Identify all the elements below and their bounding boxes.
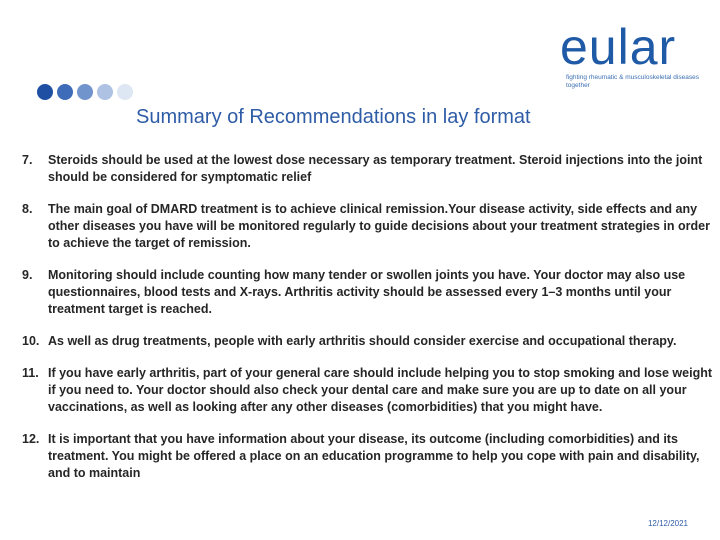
dot-4 [97, 84, 113, 100]
dot-5 [117, 84, 133, 100]
dot-1 [37, 84, 53, 100]
item-text: If you have early arthritis, part of your general care should include helping you to stop smoking and lose weight if you need to. Your doctor should also check your dental care and make sure you are up to date on all your vaccinations, as well as looking after any other diseases (comorbidities) that you might have. [48, 366, 713, 414]
item-number: 8. [22, 202, 33, 216]
list-item [22, 431, 712, 482]
logo-wordmark: eular [560, 19, 677, 75]
logo-tagline: fighting rheumatic & musculoskeletal diseases together [566, 74, 699, 89]
item-number: 11. [22, 366, 39, 380]
list-item [22, 152, 712, 186]
decorative-dots [37, 84, 133, 100]
list-item [22, 365, 712, 416]
item-text: As well as drug treatments, people with early arthritis should consider exercise and occupational therapy. [48, 334, 677, 348]
divider [22, 136, 712, 137]
item-text: It is important that you have information about your disease, its outcome (including comorbidities) and its treatment. You might be offered a place on an education programme to help you cope with pain and disability, and to maintain [48, 432, 700, 480]
item-number: 12. [22, 432, 40, 446]
dot-3 [77, 84, 93, 100]
slide-date: 12/12/2021 [647, 519, 688, 528]
item-number: 9. [22, 268, 33, 282]
item-text: Steroids should be used at the lowest dose necessary as temporary treatment. Steroid injections into the joint should be considered for symptomatic relief [48, 153, 703, 184]
list-item [22, 333, 712, 350]
recommendation-list [22, 152, 712, 482]
item-text: The main goal of DMARD treatment is to achieve clinical remission.Your disease activity, side effects and any other diseases you have will be monitored regularly to guide decisions about your treatment strategies in order to achieve the target of remission. [48, 202, 710, 250]
eular-logo [560, 19, 710, 90]
slide-title: Summary of Recommendations in lay format [136, 106, 531, 128]
item-text: Monitoring should include counting how many tender or swollen joints you have. Your doctor may also use questionnaires, blood tests and X-rays. Arthritis activity should be assessed every 1–3 months until your treatment target is reached. [48, 268, 686, 316]
list-item [22, 201, 712, 252]
item-number: 7. [22, 153, 33, 167]
list-item [22, 267, 712, 318]
item-number: 10. [22, 334, 40, 348]
dot-2 [57, 84, 73, 100]
